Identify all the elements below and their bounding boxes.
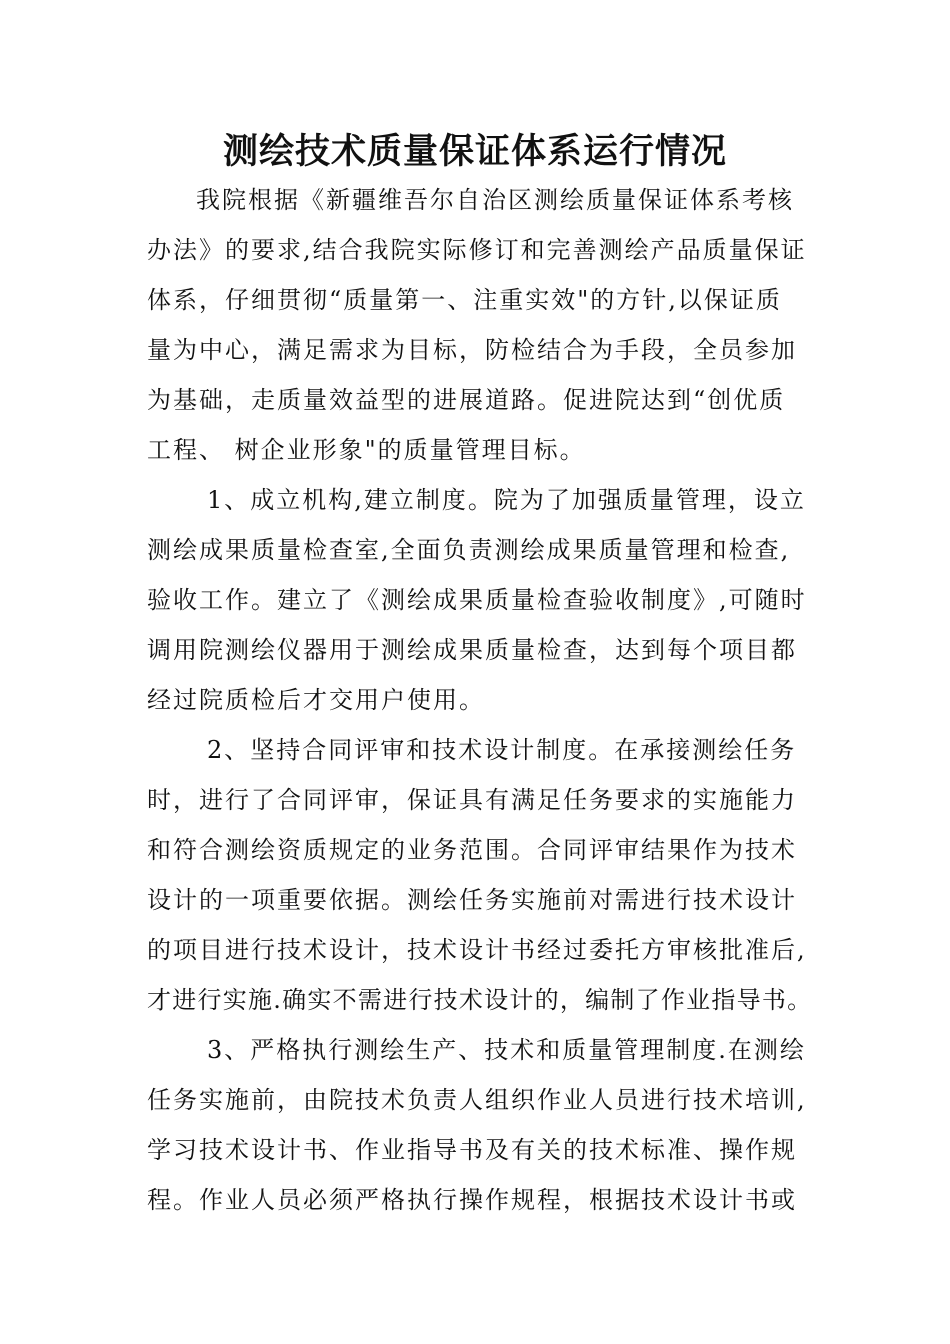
text-line: 为基础，走质量效益型的进展道路。促进院达到“创优质	[147, 386, 786, 414]
text-line: 学习技术设计书、作业指导书及有关的技术标准、操作规	[147, 1136, 797, 1164]
text-line: 任务实施前，由院技术负责人组织作业人员进行技术培训,	[147, 1086, 807, 1114]
text-line: 办法》的要求,结合我院实际修订和完善测绘产品质量保证	[147, 236, 807, 264]
text-line: 1、成立机构,建立制度。院为了加强质量管理，设立	[207, 486, 806, 514]
text-line: 设计的一项重要依据。测绘任务实施前对需进行技术设计	[147, 886, 797, 914]
text-line: 测绘成果质量检查室,全面负责测绘成果质量管理和检查,	[147, 536, 791, 564]
text-line: 量为中心，满足需求为目标，防检结合为手段，全员参加	[147, 336, 797, 364]
text-line: 3、严格执行测绘生产、技术和质量管理制度.在测绘	[207, 1036, 806, 1064]
text-line: 才进行实施.确实不需进行技术设计的，编制了作业指导书。	[147, 986, 813, 1014]
text-line: 调用院测绘仪器用于测绘成果质量检查，达到每个项目都	[147, 636, 797, 664]
text-line: 时，进行了合同评审，保证具有满足任务要求的实施能力	[147, 786, 797, 814]
text-line: 体系，仔细贯彻“质量第一、注重实效"的方针,以保证质	[147, 286, 782, 314]
text-line: 和符合测绘资质规定的业务范围。合同评审结果作为技术	[147, 836, 797, 864]
text-line: 的项目进行技术设计，技术设计书经过委托方审核批准后,	[147, 936, 807, 964]
document-title: 测绘技术质量保证体系运行情况	[222, 131, 727, 172]
text-line: 工程、 树企业形象"的质量管理目标。	[147, 436, 586, 464]
text-line: 经过院质检后才交用户使用。	[147, 686, 485, 714]
text-line: 验收工作。建立了《测绘成果质量检查验收制度》,可随时	[147, 586, 807, 614]
text-line: 2、坚持合同评审和技术设计制度。在承接测绘任务	[207, 736, 797, 764]
text-line: 程。作业人员必须严格执行操作规程，根据技术设计书或	[147, 1186, 797, 1214]
text-line: 我院根据《新疆维吾尔自治区测绘质量保证体系考核	[196, 186, 794, 214]
